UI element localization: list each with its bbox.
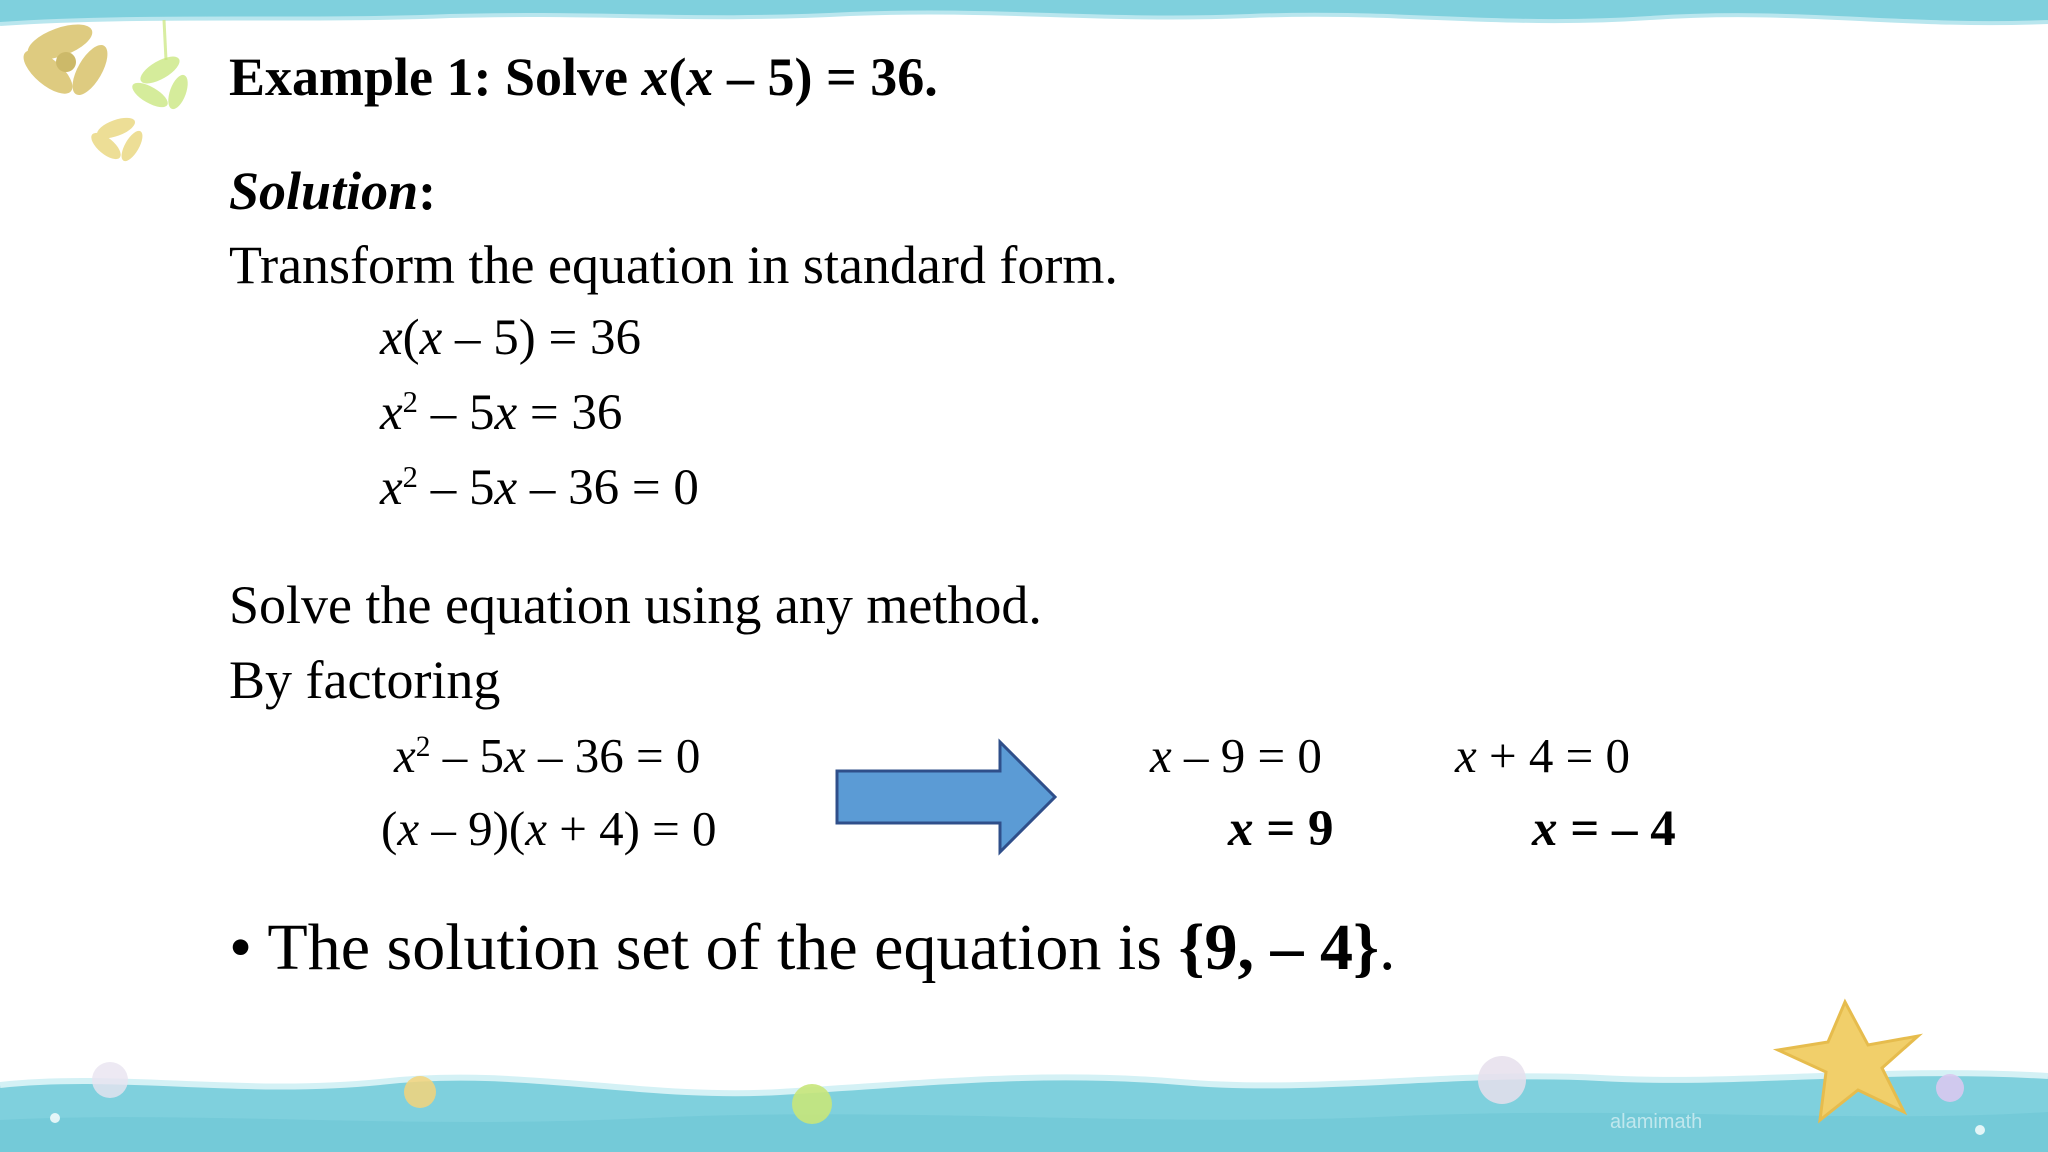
var: x bbox=[397, 801, 420, 856]
var: x bbox=[1532, 801, 1558, 857]
factor-equation-line bbox=[394, 728, 701, 783]
right-arrow-icon bbox=[837, 742, 1055, 852]
eq-part: – 9 = 0 bbox=[1171, 728, 1322, 783]
step-solve-text: Solve the equation using any method. bbox=[229, 575, 1042, 635]
exponent: 2 bbox=[402, 460, 418, 495]
eq-part: = 9 bbox=[1253, 801, 1334, 857]
title-var: x bbox=[686, 47, 714, 107]
var: x bbox=[494, 460, 518, 516]
factor-equation-line bbox=[381, 801, 717, 856]
watermark: alamimath bbox=[1610, 1111, 1703, 1133]
solution-label bbox=[229, 161, 437, 221]
step-transform-text: Transform the equation in standard form. bbox=[229, 235, 1118, 295]
equation-line bbox=[380, 385, 623, 441]
solution-set: {9, – 4} bbox=[1178, 911, 1379, 984]
var: x bbox=[1455, 728, 1477, 783]
eq-part: = 36 bbox=[517, 385, 623, 441]
title-paren: ( bbox=[668, 47, 687, 107]
eq-part: + 4 = 0 bbox=[1476, 728, 1631, 783]
var: x bbox=[494, 385, 518, 441]
slide-title bbox=[229, 47, 938, 107]
title-prefix: Example 1: Solve bbox=[229, 47, 642, 107]
solution-word: Solution bbox=[229, 161, 419, 221]
eq-part: – 9)( bbox=[419, 801, 526, 856]
method-text: By factoring bbox=[229, 650, 501, 710]
root-equation bbox=[1150, 728, 1322, 783]
var: x bbox=[419, 310, 443, 366]
conclusion bbox=[229, 911, 1396, 984]
equation-line bbox=[380, 310, 642, 366]
eq-part: – 5 bbox=[417, 460, 495, 516]
root-result bbox=[1228, 801, 1334, 857]
eq-part: – 5 bbox=[417, 385, 495, 441]
eq-part: – 36 = 0 bbox=[525, 728, 701, 783]
conclusion-end: . bbox=[1378, 911, 1396, 984]
exponent: 2 bbox=[415, 730, 431, 763]
flower-icon bbox=[17, 17, 115, 101]
var: x bbox=[380, 310, 403, 366]
title-suffix: – 5) = 36. bbox=[713, 47, 938, 107]
solution-colon: : bbox=[418, 161, 437, 221]
var: x bbox=[394, 728, 416, 783]
eq-part: – 5) = 36 bbox=[442, 310, 642, 366]
conclusion-text: The solution set of the equation is bbox=[252, 911, 1179, 984]
var: x bbox=[380, 460, 403, 516]
eq-part: – 36 = 0 bbox=[517, 460, 699, 516]
exponent: 2 bbox=[402, 385, 418, 420]
var: x bbox=[1150, 728, 1172, 783]
equation-line bbox=[380, 460, 699, 516]
root-result bbox=[1532, 801, 1676, 857]
eq-part: – 5 bbox=[430, 728, 504, 783]
bullet: • bbox=[229, 911, 253, 984]
root-equation bbox=[1455, 728, 1631, 783]
eq-part: = – 4 bbox=[1557, 801, 1676, 857]
var: x bbox=[380, 385, 403, 441]
var: x bbox=[503, 728, 526, 783]
title-var: x bbox=[641, 47, 669, 107]
eq-part: + 4) = 0 bbox=[546, 801, 717, 856]
var: x bbox=[1228, 801, 1254, 857]
var: x bbox=[525, 801, 547, 856]
eq-part: ( bbox=[381, 801, 398, 856]
eq-part: ( bbox=[402, 310, 420, 366]
